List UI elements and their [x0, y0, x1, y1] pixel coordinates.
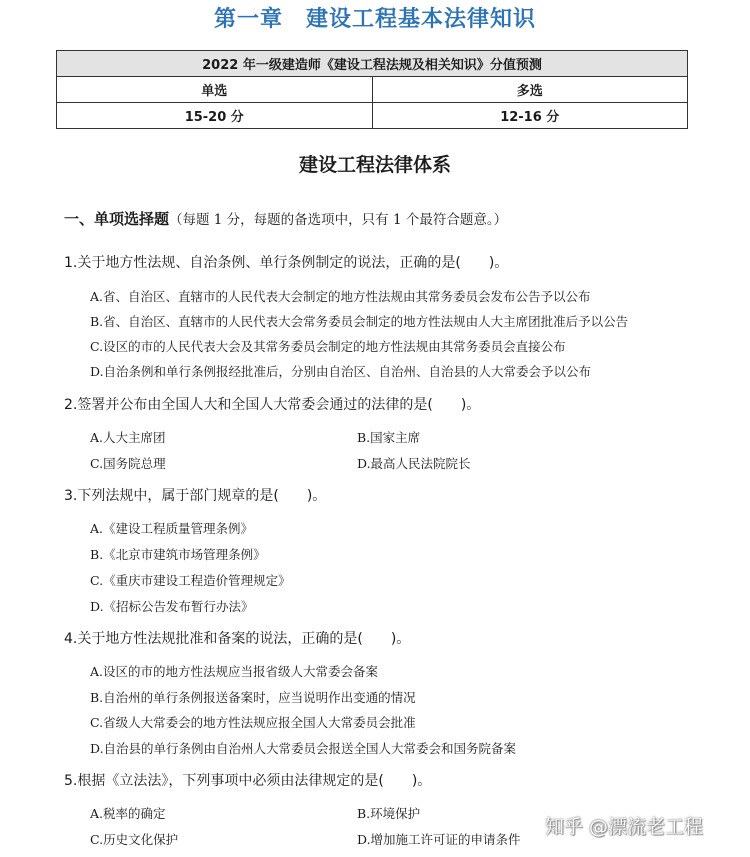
part-heading	[64, 208, 507, 229]
question-stem: 1.关于地方性法规、自治条例、单行条例制定的说法，正确的是( )。	[64, 255, 509, 271]
answer-option: A.《建设工程质量管理条例》	[90, 521, 254, 536]
answer-option: A.省、自治区、直辖市的人民代表大会制定的地方性法规由其常务委员会发布公告予以公布	[90, 289, 591, 304]
answer-option: C.省级人大常委会的地方性法规应报全国人大常委员会批准	[90, 715, 416, 730]
multi-choice-header: 多选	[372, 77, 688, 103]
question-stem: 5.根据《立法法》，下列事项中必须由法律规定的是( )。	[64, 773, 432, 789]
answer-option: D.自治县的单行条例由自治州人大常委员会报送全国人大常委会和国务院备案	[90, 741, 517, 756]
answer-option: C.《重庆市建设工程造价管理规定》	[90, 573, 291, 588]
answer-option: B.环境保护	[357, 806, 421, 821]
answer-option: A.人大主席团	[90, 430, 166, 445]
question-stem: 4.关于地方性法规批准和备案的说法，正确的是( )。	[64, 631, 411, 647]
question-stem: 3.下列法规中，属于部门规章的是( )。	[64, 488, 327, 504]
answer-option: C.国务院总理	[90, 456, 166, 471]
section-title: 建设工程法律体系	[298, 154, 451, 176]
question-stem: 2.签署并公布由全国人大和全国人大常委会通过的法律的是( )。	[64, 397, 481, 413]
answer-option: B.《北京市建筑市场管理条例》	[90, 547, 266, 562]
chapter-title: 第一章 建设工程基本法律知识	[213, 7, 536, 32]
answer-option: D.增加施工许可证的申请条件	[357, 832, 521, 847]
part-heading-title: 一、单项选择题	[64, 210, 170, 228]
zhihu-watermark: 知乎 @漂流老工程	[545, 816, 704, 838]
single-choice-header: 单选	[57, 77, 373, 103]
single-choice-score: 15-20 分	[57, 103, 373, 129]
answer-option: B.自治州的单行条例报送备案时，应当说明作出变通的情况	[90, 690, 416, 705]
answer-option: B.国家主席	[357, 430, 421, 445]
answer-option: A.税率的确定	[90, 806, 166, 821]
answer-option: D.自治条例和单行条例报经批准后，分别由自治区、自治州、自治县的人大常委会予以公布	[90, 364, 592, 379]
answer-option: D.最高人民法院院长	[357, 456, 471, 471]
answer-option: C.历史文化保护	[90, 832, 179, 847]
part-heading-note: （每题 1 分，每题的备选项中，只有 1 个最符合题意。）	[169, 212, 508, 228]
score-prediction-table	[56, 50, 688, 129]
answer-option: D.《招标公告发布暂行办法》	[90, 599, 254, 614]
answer-option: C.设区的市的人民代表大会及其常务委员会制定的地方性法规由其常务委员会直接公布	[90, 339, 566, 354]
answer-option: A.设区的市的地方性法规应当报省级人大常委会备案	[90, 664, 379, 679]
table-caption: 2022 年一级建造师《建设工程法规及相关知识》分值预测	[57, 51, 688, 77]
multi-choice-score: 12-16 分	[372, 103, 688, 129]
answer-option: B.省、自治区、直辖市的人民代表大会常务委员会制定的地方性法规由人大主席团批准后予以公告	[90, 314, 629, 329]
